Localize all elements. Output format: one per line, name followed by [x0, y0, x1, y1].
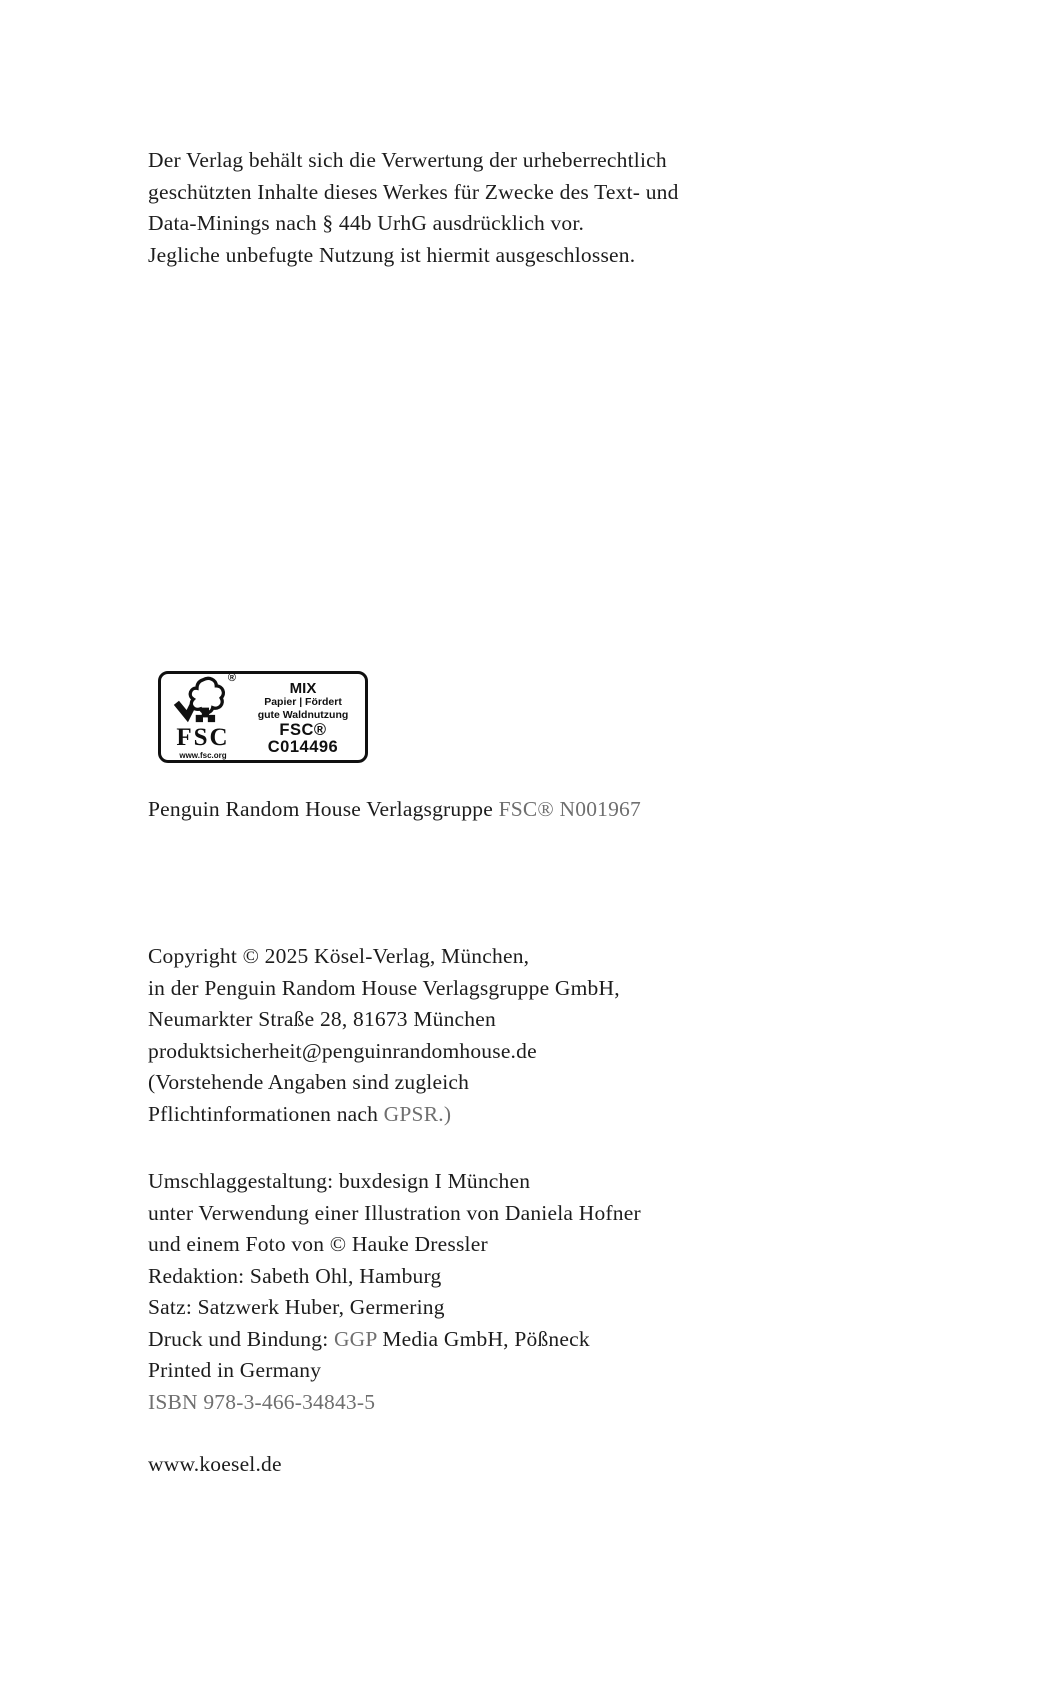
fsc-label-text-column	[245, 674, 365, 760]
publisher-website-url: www.koesel.de	[148, 1452, 282, 1476]
registered-trademark-icon: ®	[227, 672, 236, 684]
printing-credit-label: Druck und Bindung:	[148, 1326, 334, 1351]
fsc-tree-checkmark-icon	[172, 672, 236, 727]
fsc-description	[258, 696, 349, 722]
printed-in-line: Printed in Germany	[148, 1358, 322, 1382]
fsc-description-line: Papier | Fördert	[264, 696, 342, 708]
copyright-line: Copyright © 2025 Kösel-Verlag, München,	[148, 944, 530, 968]
product-safety-email: produktsicherheit@penguinrandomhouse.de	[148, 1038, 537, 1063]
rights-notice-line: geschützten Inhalte dieses Werkes für Zwecke des Text- und	[148, 179, 679, 204]
publisher-address: Neumarkter Straße 28, 81673 München	[148, 1007, 496, 1031]
printing-company-name: Media GmbH, Pößneck	[376, 1326, 590, 1351]
isbn: ISBN 978-3-466-34843-5	[148, 1389, 376, 1414]
typesetting-credit: Satz: Satzwerk Huber, Germering	[148, 1295, 445, 1319]
fsc-label-logo-column	[161, 674, 245, 760]
credits-block	[148, 1166, 641, 1418]
gpsr-note-line: (Vorstehende Angaben sind zugleich	[148, 1070, 470, 1094]
fsc-logo	[172, 672, 236, 727]
fsc-grade: MIX	[289, 680, 317, 697]
printing-credit	[148, 1324, 641, 1356]
footer	[148, 1449, 282, 1481]
gpsr-code: GPSR.)	[383, 1101, 452, 1126]
gpsr-note-text: Pflichtinformationen nach	[148, 1101, 384, 1126]
illustration-credit: unter Verwendung einer Illustration von Daniela Hofner	[148, 1200, 641, 1225]
rights-notice-line: Jegliche unbefugte Nutzung ist hiermit ausgeschlossen.	[148, 242, 636, 267]
rights-notice-line: Data-Minings nach § 44b UrhG ausdrücklich vor.	[148, 211, 585, 235]
gpsr-note-line	[148, 1099, 620, 1131]
publisher-fsc-code: FSC® N001967	[498, 797, 641, 821]
fsc-description-line: gute Waldnutzung	[257, 709, 349, 722]
publisher-name: Penguin Random House Verlagsgruppe	[148, 797, 499, 821]
rights-notice-line: Der Verlag behält sich die Verwertung der urheberrechtlich	[148, 148, 667, 172]
copyright-block	[148, 941, 620, 1130]
printing-company-acronym: GGP	[333, 1326, 377, 1351]
fsc-website-url: www.fsc.org	[179, 751, 227, 760]
publisher-fsc-text	[148, 794, 641, 826]
copyright-line: in der Penguin Random House Verlagsgruppe GmbH,	[148, 975, 620, 1000]
photo-credit: und einem Foto von © Hauke Dressler	[148, 1232, 488, 1256]
fsc-wordmark: FSC	[176, 724, 230, 751]
fsc-mix-label	[158, 671, 368, 763]
publisher-fsc-line	[148, 794, 641, 826]
rights-notice	[148, 145, 679, 271]
cover-design-credit: Umschlaggestaltung: buxdesign I München	[148, 1169, 531, 1193]
fsc-license-code: FSC® C014496	[267, 721, 339, 756]
editing-credit: Redaktion: Sabeth Ohl, Hamburg	[148, 1263, 442, 1288]
